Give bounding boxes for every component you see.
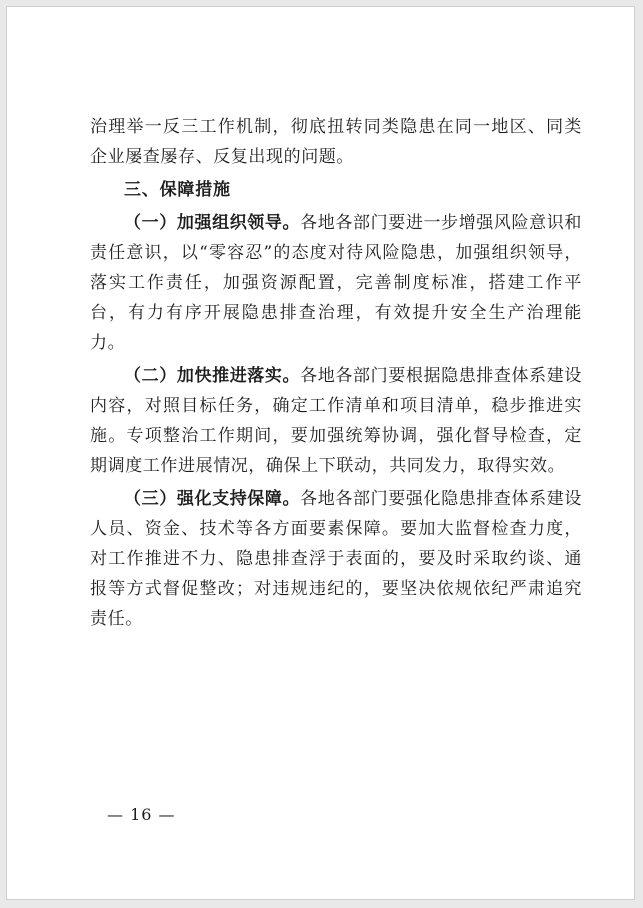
measure-body-3: 各地各部门要强化隐患排查体系建设人员、资金、技术等各方面要素保障。要加大监督检查力度，对工作推进不力、隐患排查浮于表面的，要及时采取约谈、通报等方式督促整改；对违规违纪的，要坚决依规依纪严肃追究责任。 bbox=[90, 489, 582, 629]
measure-paragraph-2 bbox=[90, 361, 582, 481]
measure-paragraph-3 bbox=[90, 484, 582, 634]
page-number: — 16 — bbox=[107, 805, 176, 824]
section-heading: 三、保障措施 bbox=[124, 180, 231, 200]
document-body bbox=[90, 112, 582, 634]
measure-paragraph-1 bbox=[90, 208, 582, 358]
measure-body-1: 各地各部门要进一步增强风险意识和责任意识，以“零容忍”的态度对待风险隐患，加强组织领导，落实工作责任，加强资源配置，完善制度标准，搭建工作平台，有力有序开展隐患排查治理，有效提升安全生产治理能力。 bbox=[90, 213, 582, 353]
measure-title-3: （三）强化支持保障。 bbox=[124, 489, 301, 509]
measure-body-2: 各地各部门要根据隐患排查体系建设内容，对照目标任务，确定工作清单和项目清单，稳步推进实施。专项整治工作期间，要加强统筹协调，强化督导检查，定期调度工作进展情况，确保上下联动，共同发力，取得实效。 bbox=[90, 366, 582, 476]
intro-paragraph: 治理举一反三工作机制，彻底扭转同类隐患在同一地区、同类企业屡查屡存、反复出现的问题。 bbox=[90, 117, 582, 167]
document-page bbox=[6, 6, 635, 900]
measure-title-1: （一）加强组织领导。 bbox=[124, 213, 301, 233]
measure-title-2: （二）加快推进落实。 bbox=[124, 366, 301, 386]
